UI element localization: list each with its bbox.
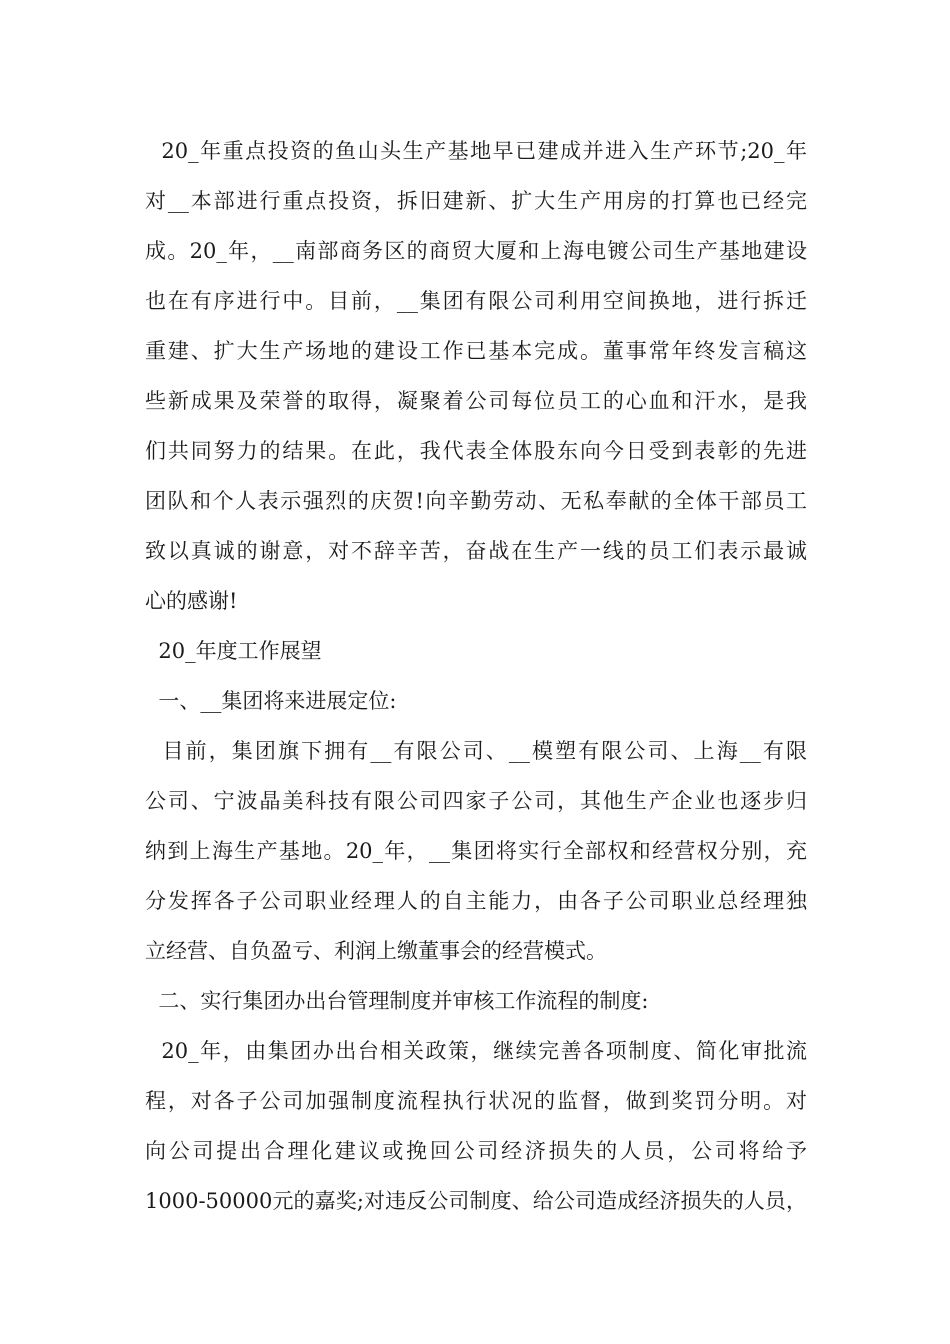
paragraph-line: 些新成果及荣誉的取得，凝聚着公司每位员工的心血和汗水，是我 [145, 389, 807, 413]
paragraph-line: 重建、扩大生产场地的建设工作已基本完成。董事常年终发言稿这 [145, 339, 807, 363]
document-body [145, 126, 807, 1226]
paragraph-line: 程，对各子公司加强制度流程执行状况的监督，做到奖罚分明。对 [145, 1089, 807, 1113]
paragraph-line: 纳到上海生产基地。20_年，__集团将实行全部权和经营权分别，充 [145, 839, 807, 863]
paragraph-line: 20_年，由集团办出台相关政策，继续完善各项制度、简化审批流 [145, 1039, 807, 1063]
paragraph-line: 也在有序进行中。目前，__集团有限公司利用空间换地，进行拆迁 [145, 289, 807, 313]
paragraph-line: 向公司提出合理化建议或挽回公司经济损失的人员，公司将给予 [145, 1139, 807, 1163]
paragraph-line: 对__本部进行重点投资，拆旧建新、扩大生产用房的打算也已经完 [145, 189, 807, 213]
section-heading: 一、__集团将来进展定位: [145, 689, 397, 713]
paragraph-line: 致以真诚的谢意，对不辞辛苦，奋战在生产一线的员工们表示最诚 [145, 539, 807, 563]
paragraph-line: 们共同努力的结果。在此，我代表全体股东向今日受到表彰的先进 [145, 439, 807, 463]
paragraph-line: 成。20_年，__南部商务区的商贸大厦和上海电镀公司生产基地建设 [145, 239, 807, 263]
paragraph-line: 分发挥各子公司职业经理人的自主能力，由各子公司职业总经理独 [145, 889, 807, 913]
paragraph-line: 心的感谢! [145, 589, 238, 613]
section-heading: 20_年度工作展望 [145, 639, 322, 663]
paragraph-line: 20_年重点投资的鱼山头生产基地早已建成并进入生产环节;20_年 [145, 139, 807, 163]
section-heading: 二、实行集团办出台管理制度并审核工作流程的制度: [145, 989, 649, 1013]
paragraph-line: 1000-50000元的嘉奖;对违反公司制度、给公司造成经济损失的人员， [145, 1189, 807, 1213]
paragraph-line: 公司、宁波晶美科技有限公司四家子公司，其他生产企业也逐步归 [145, 789, 807, 813]
paragraph-line: 目前，集团旗下拥有__有限公司、__模塑有限公司、上海__有限 [145, 739, 807, 763]
paragraph-line: 立经营、自负盈亏、利润上缴董事会的经营模式。 [145, 939, 607, 963]
paragraph-line: 团队和个人表示强烈的庆贺!向辛勤劳动、无私奉献的全体干部员工 [145, 489, 807, 513]
